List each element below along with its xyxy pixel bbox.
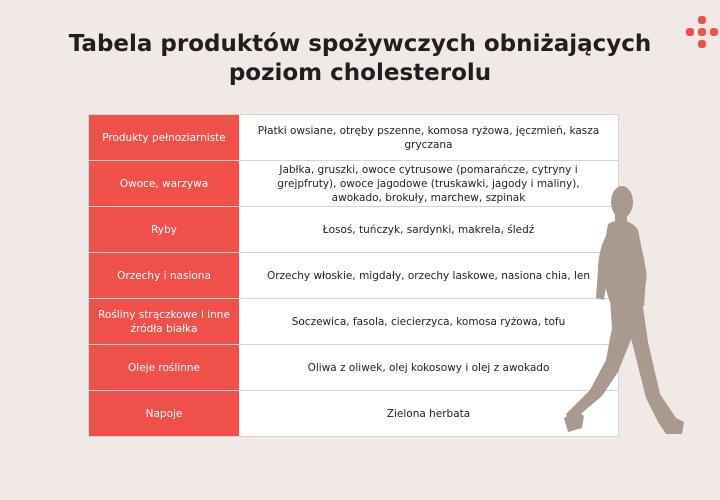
medical-cross-dots-icon xyxy=(683,14,720,50)
items-cell: Zielona herbata xyxy=(386,407,471,420)
category-cell: Ryby xyxy=(89,207,239,252)
table-row xyxy=(89,161,618,207)
table-row xyxy=(89,345,618,391)
items-cell: Oliwa z oliwek, olej kokosowy i olej z awokado xyxy=(307,361,550,374)
items-cell: Łosoś, tuńczyk, sardynki, makrela, śledź xyxy=(322,223,535,236)
walking-person-silhouette xyxy=(562,182,692,440)
cholesterol-food-table xyxy=(88,114,619,437)
title-line-2: poziom cholesterolu xyxy=(228,60,492,86)
items-cell: Soczewica, fasola, ciecierzyca, komosa ryżowa, tofu xyxy=(291,315,566,328)
table-row xyxy=(89,391,618,436)
items-cell: Płatki owsiane, otręby pszenne, komosa ryżowa, jęczmień, kasza gryczana xyxy=(257,124,600,151)
table-row xyxy=(89,115,618,161)
table-row xyxy=(89,207,618,253)
page-title xyxy=(40,30,680,88)
category-cell: Oleje roślinne xyxy=(89,345,239,390)
category-cell: Produkty pełnoziarniste xyxy=(89,115,239,160)
items-cell: Orzechy włoskie, migdały, orzechy laskowe, nasiona chia, len xyxy=(266,269,591,282)
title-line-1: Tabela produktów spożywczych obniżających xyxy=(68,31,652,57)
items-cell: Jabłka, gruszki, owoce cytrusowe (pomarańcze, cytryny i grejpfruty), owoce jagodowe (truskawki, jagody i maliny), awokado, brokuły, marchew, szpinak xyxy=(277,163,580,204)
category-cell: Rośliny strączkowe i inne źródła białka xyxy=(89,299,239,344)
category-cell: Orzechy i nasiona xyxy=(89,253,239,298)
category-cell: Owoce, warzywa xyxy=(89,161,239,206)
category-cell: Napoje xyxy=(89,391,239,436)
table-row xyxy=(89,253,618,299)
table-row xyxy=(89,299,618,345)
